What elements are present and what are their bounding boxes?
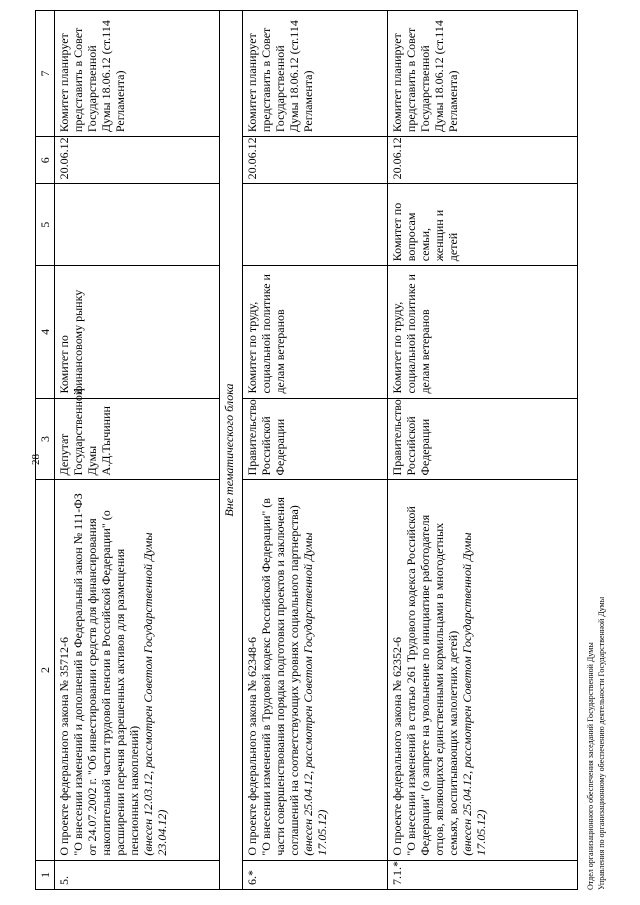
bill-title: О проекте федерального закона № 62348-6 bbox=[245, 637, 259, 856]
agenda-table bbox=[35, 10, 578, 890]
bill-note: (внесен 25.04.12, рассмотрен Советом Государственной Думы 17.05.12) bbox=[301, 532, 329, 856]
bill-cell bbox=[55, 480, 220, 860]
date-cell: 20.06.12 bbox=[55, 137, 220, 184]
table-row bbox=[243, 11, 388, 890]
section-row bbox=[220, 11, 243, 890]
bill-title: О проекте федерального закона № 62352-6 bbox=[390, 637, 404, 856]
row-number: 5. bbox=[55, 860, 220, 889]
header-cell: 7 bbox=[36, 11, 55, 137]
bill-cell bbox=[388, 480, 578, 860]
footer-line: Отдел организационного обеспечения заседаний Государственной Думы bbox=[586, 642, 595, 890]
footer bbox=[585, 597, 607, 890]
header-cell: 3 bbox=[36, 398, 55, 480]
bill-title: О проекте федерального закона № 35712-6 bbox=[57, 637, 71, 856]
header-row bbox=[36, 11, 55, 890]
date-cell: 20.06.12 bbox=[243, 137, 388, 184]
header-cell: 2 bbox=[36, 480, 55, 860]
action-cell: Комитет планирует представить в Совет Государственной Думы 18.06.12 (ст.114 Регламента) bbox=[388, 11, 578, 137]
date-cell: 20.06.12 bbox=[388, 137, 578, 184]
action-cell: Комитет планирует представить в Совет Государственной Думы 18.06.12 (ст.114 Регламента) bbox=[55, 11, 220, 137]
bill-cell bbox=[243, 480, 388, 860]
row-number: 6.* bbox=[243, 860, 388, 889]
co-committee-cell: Комитет по вопросам семьи, женщин и детей bbox=[388, 184, 578, 266]
bill-description: "О внесении изменений и дополнений в Федеральный закон № 111-ФЗ от 24.07.2002 г. "Об инвестировании средств для финансирования накопительной части трудовой пенсии в Российской Федерации" (о расширении перечня разрешенных активов для размещения пенсионных накоплений) bbox=[71, 493, 141, 856]
row-number: 7.1.* bbox=[388, 860, 578, 889]
co-committee-cell bbox=[243, 184, 388, 266]
section-label: Вне тематического блока bbox=[220, 11, 243, 890]
bill-description: "О внесении изменений в статью 261 Трудового кодекса Российской Федерации" (о запрете на увольнение по инициативе работодателя отцов, являющихся единственными кормильцами в многодетных семьях, воспитывающих малолетних детей) bbox=[404, 506, 460, 856]
table-row bbox=[388, 11, 578, 890]
co-committee-cell bbox=[55, 184, 220, 266]
header-cell: 5 bbox=[36, 184, 55, 266]
bill-note: (внесен 12.03.12, рассмотрен Советом Государственной Думы 23.04.12) bbox=[141, 532, 169, 856]
bill-note: (внесен 25.04.12, рассмотрен Советом Государственной Думы 17.05.12) bbox=[460, 532, 488, 856]
committee-cell: Комитет по финансовому рынку bbox=[55, 266, 220, 398]
footer-line: Управления по организационному обеспечению деятельности Государственной Думы bbox=[597, 596, 606, 890]
committee-cell: Комитет по труду, социальной политике и делам ветеранов bbox=[388, 266, 578, 398]
committee-cell: Комитет по труду, социальной политике и делам ветеранов bbox=[243, 266, 388, 398]
table-row bbox=[55, 11, 220, 890]
header-cell: 6 bbox=[36, 137, 55, 184]
header-cell: 4 bbox=[36, 266, 55, 398]
initiator-cell: Правительство Российской Федерации bbox=[243, 398, 388, 480]
bill-description: "О внесении изменений в Трудовой кодекс Российской Федерации" (в части совершенствования порядка подготовки проектов и заключения соглашений на соответствующих уровнях социального партнерства) bbox=[259, 497, 301, 856]
page-number: 28 bbox=[30, 454, 42, 465]
action-cell: Комитет планирует представить в Совет Государственной Думы 18.06.12 (ст.114 Регламента) bbox=[243, 11, 388, 137]
initiator-cell: Депутат Государственной Думы А.Д.Тычинин bbox=[55, 398, 220, 480]
initiator-cell: Правительство Российской Федерации bbox=[388, 398, 578, 480]
header-cell: 1 bbox=[36, 860, 55, 889]
